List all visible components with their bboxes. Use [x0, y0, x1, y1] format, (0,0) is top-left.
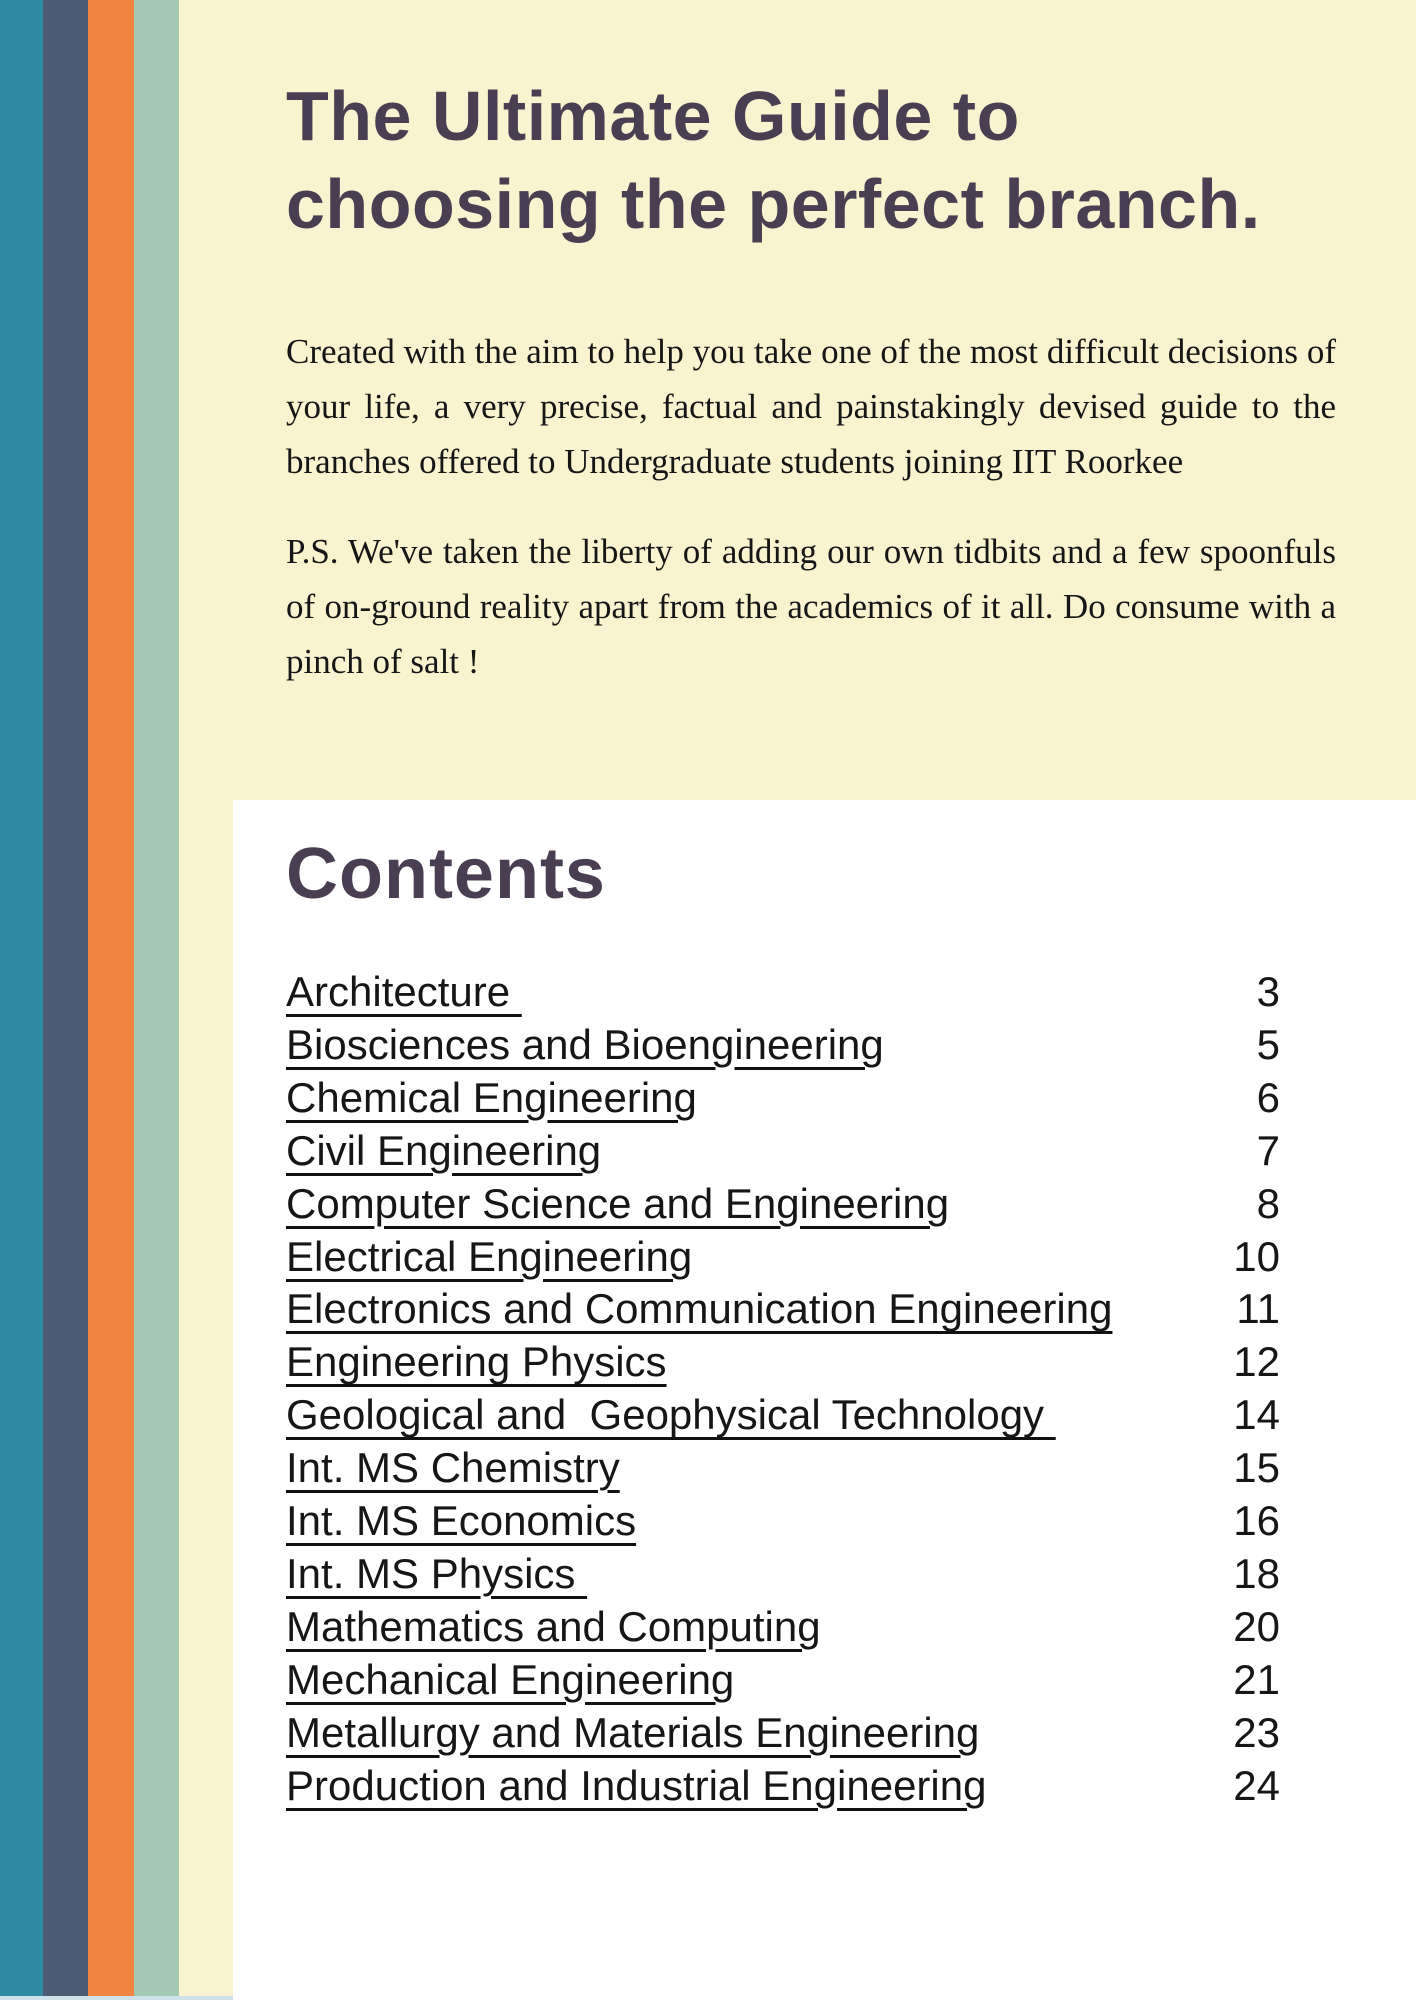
- toc-page-number: 10: [1233, 1232, 1280, 1280]
- toc-page-number: 7: [1256, 1126, 1280, 1174]
- toc-page-number: 20: [1233, 1602, 1280, 1650]
- toc-row: [286, 1072, 1280, 1125]
- stripe-slate: [43, 0, 88, 2000]
- toc-entry-link[interactable]: Civil Engineering: [286, 1126, 602, 1174]
- toc-entry-link[interactable]: Electrical Engineering: [286, 1232, 693, 1280]
- page-title-line-2: choosing the perfect branch.: [286, 165, 1261, 243]
- toc-page-number: 3: [1256, 968, 1280, 1015]
- stripe-sage: [134, 0, 179, 2000]
- toc-page-number: 6: [1256, 1073, 1280, 1121]
- toc-row: [286, 1601, 1280, 1654]
- toc-row: [286, 1707, 1280, 1760]
- toc-page-number: 5: [1256, 1020, 1280, 1068]
- toc-entry-link[interactable]: Int. MS Chemistry: [286, 1444, 620, 1492]
- toc-entry-link[interactable]: Int. MS Physics: [286, 1549, 588, 1597]
- toc-page-number: 18: [1233, 1549, 1280, 1597]
- toc-page-number: 24: [1233, 1761, 1280, 1809]
- stripe-orange: [88, 0, 134, 2000]
- page-title-line-1: The Ultimate Guide to: [286, 77, 1020, 155]
- toc-row: [286, 1231, 1280, 1284]
- toc-entry-link[interactable]: Production and Industrial Engineering: [286, 1761, 987, 1809]
- toc-entry-link[interactable]: Computer Science and Engineering: [286, 1179, 950, 1227]
- toc-entry-link[interactable]: Geological and Geophysical Technology: [286, 1391, 1056, 1439]
- table-of-contents: [286, 966, 1280, 1813]
- toc-page-number: 16: [1233, 1497, 1280, 1545]
- toc-entry-link[interactable]: Mathematics and Computing: [286, 1602, 821, 1650]
- toc-page-number: 12: [1233, 1338, 1280, 1386]
- toc-row: [286, 1336, 1280, 1389]
- toc-entry-link[interactable]: Mechanical Engineering: [286, 1655, 735, 1703]
- contents-heading: Contents: [286, 834, 606, 914]
- ps-paragraph: P.S. We've taken the liberty of adding our own tidbits and a few spoonfuls of on-ground reality apart from the academics of it all. Do consume with a pinch of salt !: [286, 532, 1336, 681]
- toc-row: [286, 1283, 1280, 1336]
- toc-entry-link[interactable]: Metallurgy and Materials Engineering: [286, 1708, 980, 1756]
- toc-page-number: 21: [1233, 1655, 1280, 1703]
- toc-row: [286, 1548, 1280, 1601]
- contents-panel: [233, 800, 1416, 2000]
- intro-paragraph: Created with the aim to help you take one of the most difficult decisions of your life, a very precise, factual and painstakingly devised guide to the branches offered to Undergraduate students joining IIT Roorkee: [286, 332, 1336, 481]
- toc-entry-link[interactable]: Architecture: [286, 968, 522, 1015]
- toc-page-number: 23: [1233, 1708, 1280, 1756]
- toc-page-number: 14: [1233, 1391, 1280, 1439]
- toc-entry-link[interactable]: Engineering Physics: [286, 1338, 667, 1386]
- toc-page-number: 15: [1233, 1444, 1280, 1492]
- toc-row: [286, 1389, 1280, 1442]
- toc-page-number: 8: [1256, 1179, 1280, 1227]
- toc-row: [286, 1178, 1280, 1231]
- toc-entry-link[interactable]: Electronics and Communication Engineering: [286, 1285, 1113, 1333]
- toc-entry-link[interactable]: Int. MS Economics: [286, 1497, 637, 1545]
- toc-row: [286, 1760, 1280, 1813]
- toc-row: [286, 1442, 1280, 1495]
- hero-section: [286, 0, 1336, 724]
- toc-page-number: 11: [1236, 1285, 1280, 1333]
- toc-entry-link[interactable]: Chemical Engineering: [286, 1073, 697, 1121]
- stripe-teal: [0, 0, 43, 2000]
- toc-row: [286, 966, 1280, 1019]
- toc-row: [286, 1019, 1280, 1072]
- page-bottom-edge: [0, 1996, 233, 2000]
- toc-row: [286, 1495, 1280, 1548]
- page-title: [286, 72, 1336, 248]
- toc-row: [286, 1125, 1280, 1178]
- toc-entry-link[interactable]: Biosciences and Bioengineering: [286, 1020, 884, 1068]
- toc-row: [286, 1654, 1280, 1707]
